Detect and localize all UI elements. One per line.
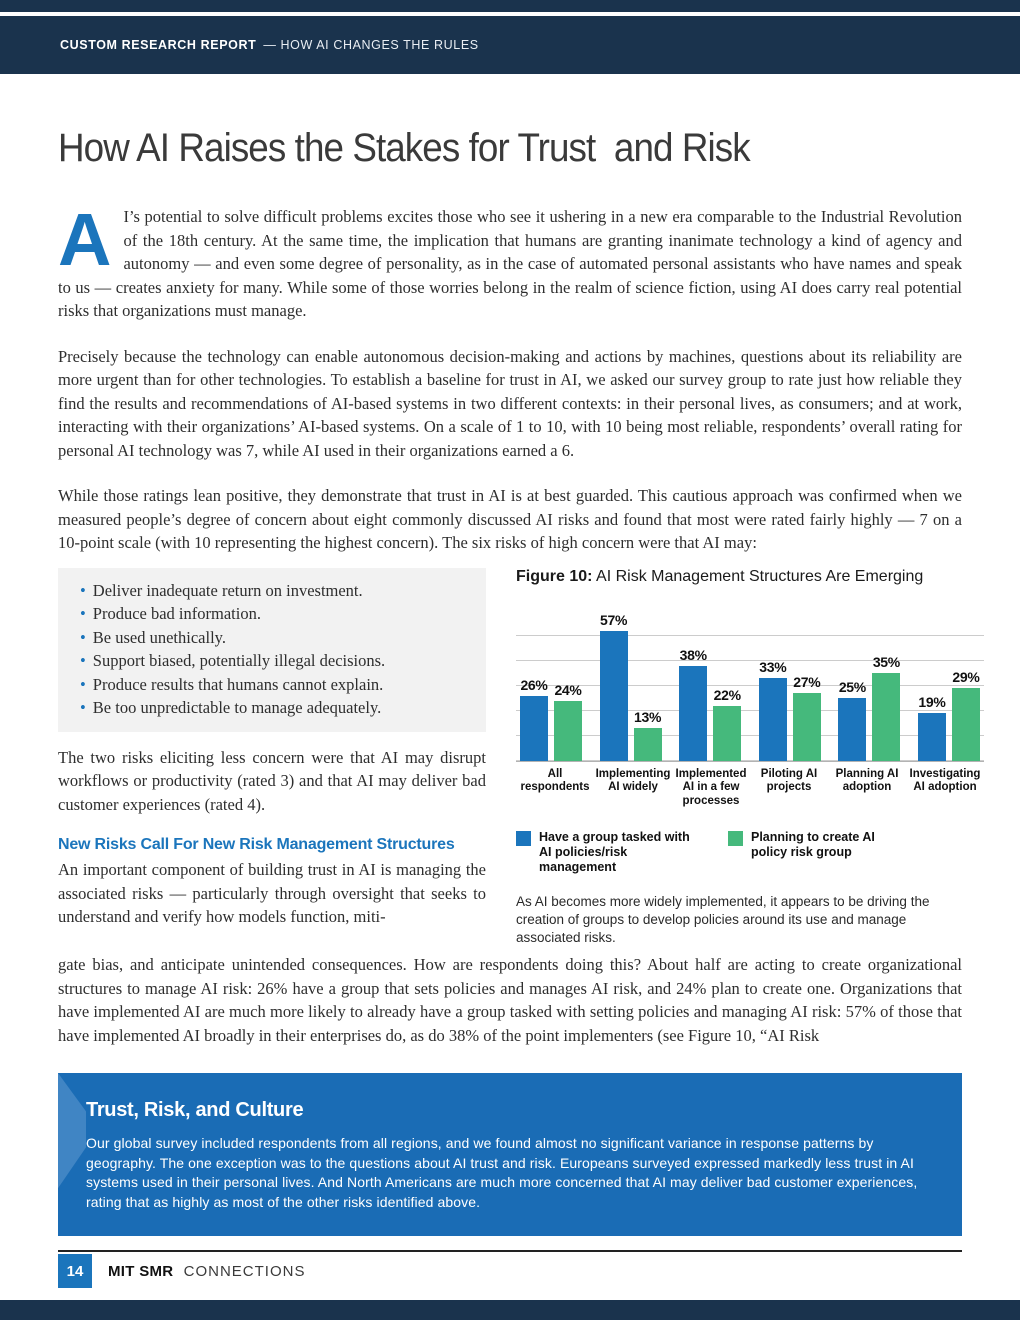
page-title: How AI Raises the Stakes for Trust and Risk [58,126,750,170]
bar-value-label: 33% [759,659,787,675]
risk-list-item: • Produce results that humans cannot explain. [80,674,384,694]
callout-heading: Trust, Risk, and Culture [86,1099,304,1121]
category-label: All respondents [520,767,590,793]
paragraph-ratings: While those ratings lean positive, they demonstrate that trust in AI is at best guarded. This cautious approach was confirmed when we measured people’s degree of concern about eight commonly discussed AI risks and found that most were rated fairly highly — 7 on a 10-point scale (with 10 representing the highest concern). The six risks of high concern were that AI may: [58,486,962,552]
chart-plot [516,612,984,762]
top-edge-bar [0,0,1020,12]
bar-value-label: 29% [952,669,980,685]
drop-cap: A [58,198,112,281]
bar-value-label: 38% [679,646,707,663]
chart-group [914,612,984,761]
bar-value-label: 26% [520,676,548,693]
chevron-decoration-icon [58,1073,86,1193]
bullet-icon: • [80,651,86,670]
risk-list-item: • Produce bad information. [80,604,261,623]
figure-title-text: AI Risk Management Structures Are Emerging [596,567,924,585]
bar-value-label: 22% [713,686,741,703]
figure-label: Figure 10: [516,567,593,585]
category-label: Investigating AI adoption [909,767,981,793]
bar [679,666,707,761]
chart-group [755,612,825,761]
category-label: Planning AI adoption [835,767,899,793]
bar [918,713,946,761]
legend-item-have-group: Have a group tasked with AI policies/risk management [516,830,694,875]
bullet-icon: • [80,580,86,600]
paragraph-structures-column: An important component of building trust in AI is managing the associated risks — particularly through oversight that seeks to understand and verify how models function, miti- [58,860,486,926]
report-eyebrow-bold: CUSTOM RESEARCH REPORT [60,38,257,52]
paragraph-less-concern: The two risks eliciting less concern were that AI may disrupt workflows or productivity (rated 3) and that AI may deliver bad customer experiences (rated 4). [58,747,486,814]
bar [554,701,582,761]
chart-group [834,612,904,761]
legend-swatch-blue [516,831,531,846]
bar [759,678,787,761]
two-column-section [58,567,981,948]
bullet-icon: • [80,627,86,647]
figure-caption: As AI becomes more widely implemented, it appears to be driving the creation of groups to develop policies around its use and manage associated risks. [516,894,930,945]
risk-list-item: • Deliver inadequate return on investment. [80,580,363,600]
category-label: Piloting AI projects [760,767,818,793]
paragraph-reliability: Precisely because the technology can enable autonomous decision-making and actions by machines, questions about its reliability are more urgent than for other technologies. To establish a baseline for trust in AI, we asked our survey group to rate just how reliable they find the results and recommendations of AI-based systems in two different contexts: in their personal lives, as consumers; and at work, interacting with their organizations’ AI-based systems. On a scale of 1 to 10, with 10 being most reliable, respondents’ overall rating for personal AI technology was 7, while AI used in their organizations earned a 6. [58,346,962,460]
section-heading: New Risks Call For New Risk Management Structures [58,836,455,853]
bar-value-label: 35% [872,654,900,670]
intro-paragraph [58,198,962,323]
risk-list-item: • Be used unethically. [80,627,226,647]
bar [872,673,900,761]
chart-categories [516,768,984,809]
bar [713,706,741,761]
bar-value-label: 13% [634,709,662,725]
bar [838,698,866,761]
callout-body: Our global survey included respondents from all regions, and we found almost no significant variance in response patterns by geography. The one exception was to the questions about AI trust and risk. Europeans surveyed expressed markedly less trust in AI systems used in their personal lives. And North Americans are much more concerned that AI may deliver bad customer experiences, rating that as highly as most of the other risks identified above. [86,1135,918,1210]
paragraph-structures-full: gate bias, and anticipate unintended consequences. How are respondents doing this? About half are acting to create organizational structures to manage AI risk: 26% have a group that sets policies and manages AI risk, and 24% plan to create one. Organizations that have implemented AI are much more likely to already have a group tasked with setting policies and managing AI risk: 57% of those that have implemented AI broadly in their enterprises do, as do 38% of the point implementers (see Figure 10, “AI Risk [58,955,962,1045]
chart-group [675,612,745,761]
category-label: Implementing AI widely [595,767,671,793]
bar-value-label: 19% [918,694,946,710]
risk-list-item: • Support biased, potentially illegal decisions. [80,651,386,670]
report-eyebrow-rest: — HOW AI CHANGES THE RULES [263,38,479,52]
intro-paragraph-text: I’s potential to solve difficult problems excites those who see it ushering in a new era comparable to the Industrial Revolution of the 18th century. At the same time, the implication that humans are granting inanimate technology a kind of agency and autonomy — and even some degree of personality, as in the case of automated personal assistants who have names and speak to us — creates anxiety for many. While some of those worries belong in the realm of science fiction, using AI does carry real potential risks that organizations must manage. [58,207,962,320]
category-label: Implemented AI in a few processes [675,767,747,807]
left-column [58,568,486,929]
figure-column [516,568,984,948]
legend-swatch-green [728,831,743,846]
page-number-badge: 14 [58,1254,92,1288]
bar-value-label: 25% [838,679,866,695]
footer-brand-bold: MIT SMR [108,1262,174,1280]
bullet-icon: • [80,698,86,717]
bottom-edge-bar [0,1300,1020,1320]
page-content [0,126,1020,1047]
chart-legend [516,830,984,875]
bar [634,728,662,761]
bar [793,693,821,761]
bar [520,696,548,761]
report-header-band [0,16,1020,74]
risk-list-item: • Be too unpredictable to manage adequately. [80,698,382,717]
bar-value-label: 24% [554,681,582,698]
chart-group [516,612,586,761]
figure-10-chart [516,612,984,809]
chart-group [596,612,666,761]
bullet-icon: • [80,674,86,694]
footer-brand [108,1263,305,1280]
bar [952,688,980,761]
figure-title [516,568,984,586]
bar [600,631,628,761]
footer-brand-rest: CONNECTIONS [183,1262,306,1280]
bullet-icon: • [80,604,86,623]
bar-value-label: 57% [600,611,628,628]
bar-value-label: 27% [793,674,821,690]
callout-box [58,1073,962,1236]
risk-list [80,579,464,720]
risk-list-box [58,568,486,732]
page-footer [58,1250,962,1288]
legend-item-planning: Planning to create AI policy risk group [728,830,906,875]
